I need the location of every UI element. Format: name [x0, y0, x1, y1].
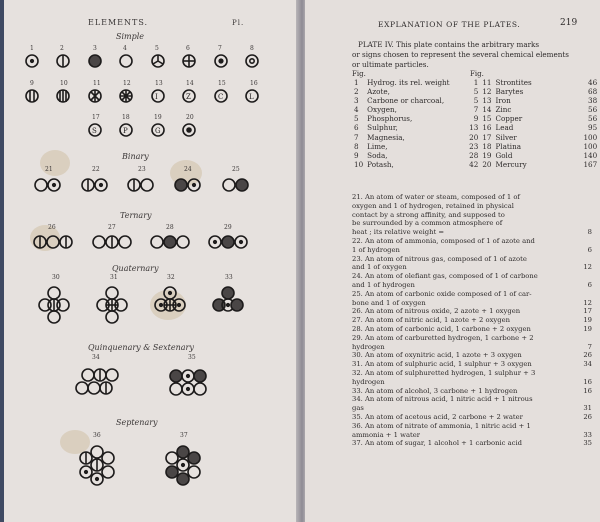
section-label-quaternary: Quaternary	[112, 264, 159, 273]
section-label-binary: Binary	[122, 152, 149, 161]
symbol-number: 8	[250, 45, 254, 52]
symbol-number: 31	[110, 274, 118, 281]
left-page-header-partial: Pl.	[232, 19, 245, 27]
alcohol-symbol	[213, 287, 243, 311]
plate-intro-line: PLATE IV. This plate contains the arbitrary marks	[358, 40, 540, 49]
plate-intro-line: or ultimate particles.	[352, 60, 429, 69]
symbol-number: 5	[155, 45, 159, 52]
symbol-number: 28	[166, 224, 174, 231]
list-item: and 1 of hydrogen 6	[352, 280, 592, 289]
element-weights-table	[352, 78, 599, 169]
table-row: 5 Phosphorus, 9 15 Copper 56	[354, 114, 598, 124]
list-item: 37. An atom of sugar, 1 alcohol + 1 carbonic acid 35	[352, 439, 592, 448]
nitric-acid-symbol	[93, 236, 131, 248]
zinc-symbol	[183, 90, 195, 102]
sugar-symbol	[166, 446, 200, 485]
lead-symbol	[246, 90, 258, 102]
list-item: 34. An atom of nitrous acid, 1 nitric acid + 1 nitrous	[352, 395, 533, 404]
sulphuretted-hydrogen-symbol	[155, 287, 185, 311]
nitrous-acid-symbol	[76, 369, 118, 394]
table-row: 2 Azote, 5 12 Barytes 68	[354, 87, 598, 97]
symbol-number: 21	[45, 166, 53, 173]
phosphorus-symbol	[152, 55, 164, 67]
table-row: 6 Sulphur, 13 16 Lead 95	[354, 123, 598, 133]
platina-symbol	[120, 124, 132, 136]
table-row: 3 Carbone or charcoal, 5 13 Iron 38	[354, 96, 598, 106]
ammonia-symbol	[82, 179, 107, 191]
list-item: 24. An atom of olefiant gas, composed of 1 of carbone	[352, 272, 538, 281]
list-item: hydrogen 7	[352, 342, 592, 351]
symbol-number: 26	[48, 224, 56, 231]
list-item: bone and 1 of oxygen 12	[352, 298, 592, 307]
list-item: 30. An atom of oxynitric acid, 1 azote + 3 oxygen 26	[352, 351, 592, 360]
symbol-number: 7	[218, 45, 222, 52]
list-item: gas 31	[352, 404, 592, 413]
svg-text:G: G	[155, 127, 161, 135]
symbol-number: 37	[180, 432, 188, 439]
potash-symbol	[57, 90, 69, 102]
table-row: 8 Lime, 23 18 Platina 100	[354, 141, 598, 151]
list-item: oxygen and 1 of hydrogen, retained in physical	[352, 201, 514, 210]
olefiant-gas-symbol	[175, 179, 200, 191]
symbol-number: 1	[30, 45, 34, 52]
sulphuric-acid-symbol	[97, 287, 127, 323]
oxynitric-acid-symbol	[39, 287, 69, 323]
section-label-septenary: Septenary	[116, 418, 158, 427]
table-row: 9 Soda, 28 19 Gold 140	[354, 150, 598, 160]
symbol-number: 33	[225, 274, 233, 281]
mercury-symbol	[183, 124, 195, 136]
list-item: contact by a strong affinity, and supposed to	[352, 210, 505, 219]
symbol-number: 3	[93, 45, 97, 52]
right-page-header: EXPLANATION OF THE PLATES.	[378, 20, 521, 29]
list-item: 25. An atom of carbonic oxide composed of 1 of car-	[352, 289, 532, 298]
list-item: 28. An atom of carbonic acid, 1 carbone + 2 oxygen 19	[352, 324, 592, 333]
list-item: 21. An atom of water or steam, composed of 1 of	[352, 193, 520, 201]
page-number: 219	[560, 18, 578, 28]
nitrous-gas-symbol	[128, 179, 153, 191]
section-label-ternary: Ternary	[120, 211, 152, 220]
symbol-number: 27	[108, 224, 116, 231]
table-row: 4 Oxygen, 7 14 Zinc 56	[354, 105, 598, 115]
symbol-number: 34	[92, 354, 100, 361]
svg-text:L: L	[249, 93, 254, 101]
nitrate-of-ammonia-symbol	[80, 446, 114, 485]
table-row: 10 Potash, 42 20 Mercury 167	[354, 159, 598, 169]
list-item: ammonia + 1 water 33	[352, 430, 592, 439]
plate-intro-line: or signs chosen to represent the several chemical elements	[352, 50, 569, 59]
symbol-number: 25	[232, 166, 240, 173]
symbol-number: 32	[167, 274, 175, 281]
list-item: 23. An atom of nitrous gas, composed of 1 of azote	[352, 254, 527, 263]
symbol-number: 24	[184, 166, 192, 173]
symbol-number: 6	[186, 45, 190, 52]
hydrogen-symbol	[26, 55, 38, 67]
table-row: 7 Magnesia, 20 17 Silver 100	[354, 132, 598, 142]
symbol-number: 19	[154, 114, 162, 121]
symbol-number: 2	[60, 45, 64, 52]
gold-symbol	[152, 124, 164, 136]
symbol-number: 17	[92, 114, 100, 121]
symbol-number: 14	[186, 80, 194, 87]
symbol-number: 18	[122, 114, 130, 121]
symbol-number: 16	[250, 80, 258, 87]
list-item: 31. An atom of sulphuric acid, 1 sulphur + 3 oxygen 34	[352, 360, 592, 369]
fig-label: Fig.	[352, 70, 366, 78]
symbol-number: 30	[52, 274, 60, 281]
svg-text:Z: Z	[186, 93, 191, 101]
oxygen-symbol	[120, 55, 132, 67]
list-item: 32. An atom of sulphuretted hydrogen, 1 sulphur + 3	[352, 368, 536, 377]
list-item: and 1 of oxygen 12	[352, 263, 592, 272]
nitrous-oxide-symbol	[34, 236, 72, 248]
list-item: 22. An atom of ammonia, composed of 1 of azote and	[352, 236, 535, 245]
list-item: 33. An atom of alcohol, 3 carbone + 1 hydrogen 16	[352, 386, 592, 395]
left-page-header: ELEMENTS.	[88, 18, 149, 27]
carburetted-hydrogen-symbol	[209, 236, 247, 248]
compound-atoms-list	[352, 193, 592, 448]
fig-label: Fig.	[470, 70, 484, 78]
symbol-number: 29	[224, 224, 232, 231]
sulphur-symbol	[183, 55, 195, 67]
soda-symbol	[26, 90, 38, 102]
list-item: 1 of hydrogen 6	[352, 245, 592, 254]
section-label-simple: Simple	[116, 32, 145, 41]
list-item: 36. An atom of nitrate of ammonia, 1 nitric acid + 1	[352, 421, 531, 430]
list-item: 29. An atom of carburetted hydrogen, 1 carbone + 2	[352, 333, 534, 342]
list-item: heat ; its relative weight = 8	[352, 228, 592, 237]
iron-symbol	[152, 90, 164, 102]
strontites-symbol	[89, 90, 101, 102]
list-item: 26. An atom of nitrous oxide, 2 azote + 1 oxygen 17	[352, 307, 592, 316]
symbol-number: 10	[60, 80, 68, 87]
lime-symbol	[246, 55, 258, 67]
symbol-number: 13	[155, 80, 163, 87]
section-label-quinquenary: Quinquenary & Sextenary	[88, 343, 194, 352]
symbol-number: 11	[93, 80, 101, 87]
symbol-number: 4	[123, 45, 127, 52]
symbol-number: 23	[138, 166, 146, 173]
azote-symbol	[57, 55, 69, 67]
barytes-symbol	[120, 90, 132, 102]
symbol-number: 12	[123, 80, 131, 87]
silver-symbol	[89, 124, 101, 136]
list-item: be surrounded by a common atmosphere of	[352, 219, 503, 228]
magnesia-symbol	[215, 55, 227, 67]
symbol-number: 20	[186, 114, 194, 121]
water-symbol	[35, 179, 60, 191]
svg-text:P: P	[123, 127, 128, 135]
carbone-symbol	[89, 55, 101, 67]
symbol-number: 9	[30, 80, 34, 87]
symbol-number: 36	[93, 432, 101, 439]
list-item: 27. An atom of nitric acid, 1 azote + 2 oxygen 19	[352, 316, 592, 325]
list-item: 35. An atom of acetous acid, 2 carbone + 2 water 26	[352, 412, 592, 421]
svg-text:I: I	[155, 93, 158, 101]
acetous-acid-symbol	[170, 370, 206, 395]
svg-text:S: S	[92, 127, 97, 135]
symbol-number: 35	[188, 354, 196, 361]
copper-symbol	[215, 90, 227, 102]
table-row: 1 Hydrog. its rel. weight 1 11 Strontites 46	[354, 78, 598, 87]
svg-text:C: C	[218, 93, 224, 101]
carbonic-acid-symbol	[151, 236, 189, 248]
symbol-number: 22	[92, 166, 100, 173]
carbonic-oxide-symbol	[223, 179, 248, 191]
list-item: hydrogen 16	[352, 377, 592, 386]
symbol-number: 15	[218, 80, 226, 87]
